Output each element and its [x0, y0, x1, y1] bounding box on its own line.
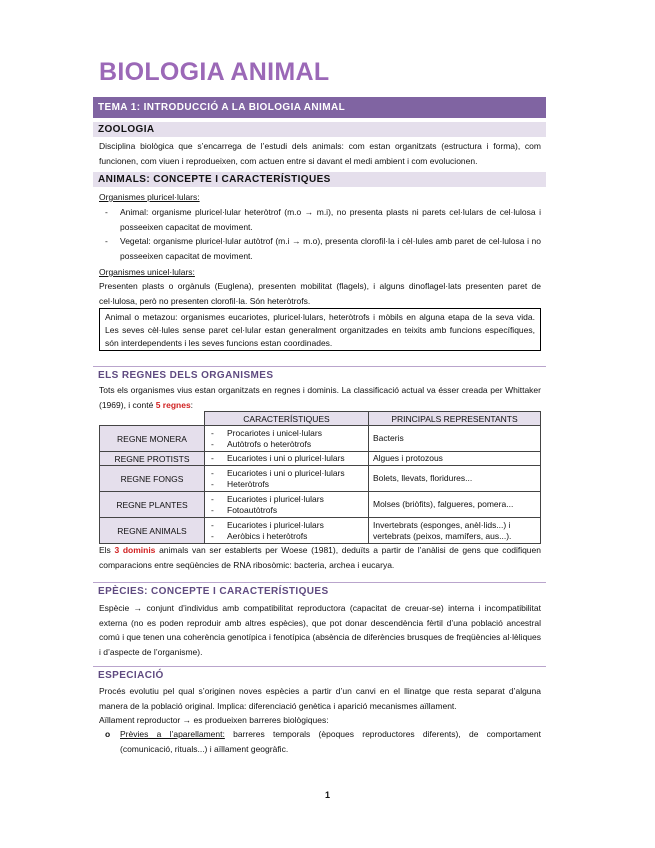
isolation-list: [99, 727, 541, 756]
list-item: - Vegetal: organisme pluricel·lular autòtrof (m.i → m.o), presenta clorofil·la i cèl·lules amb paret de cel·lulosa i no posseeixen capacitat de moviment.: [99, 234, 541, 263]
table-header-row: [100, 412, 541, 426]
kingdom-name: REGNE PROTISTS: [100, 452, 205, 466]
domains-paragraph: [99, 543, 541, 572]
intro-end: :: [190, 399, 194, 410]
characteristic: - Autòtrofs o heteròtrofs: [209, 439, 364, 450]
kingdom-representatives: Molses (briòfits), falgueres, pomera...: [369, 492, 541, 518]
kingdom-characteristics: [205, 452, 369, 466]
intro-text: Tots els organismes vius estan organitzats en regnes i dominis. La classificació actual va ésser creada per Whittaker (1969), i conté: [99, 385, 541, 410]
section-heading-especiacio: ESPECIACIÓ: [93, 666, 546, 684]
especies-paragraph: Espècie → conjunt d’individus amb compatibilitat reproductora (capacitat de creuar-se) interna i incompatibilitat externa (no es poden reproduir amb altres espècies), que pot donar descendència fèrtil d’una població ancestral comú i que tenen una coherència genotípica i fenotípica (absència de diferències brusques de freqüències al·lèliques i d’aspecte de l’organisme).: [99, 603, 541, 657]
kingdom-characteristics: [205, 518, 369, 544]
chapter-banner: TEMA 1: INTRODUCCIÓ A LA BIOLOGIA ANIMAL: [93, 97, 546, 118]
kingdom-representatives: Bolets, llevats, floridures...: [369, 466, 541, 492]
table-row: [100, 518, 541, 544]
kingdom-characteristics: [205, 426, 369, 452]
kingdom-characteristics: [205, 492, 369, 518]
definition-box: Animal o metazou: organismes eucariotes, pluricel·lulars, heteròtrofs i mòbils en alguna etapa de la seva vida. Les seves cèl·lules sense paret cel·lular estan generalment organitzades en teixits amb funcions específiques, són interdependents i les seves funcions estan coordinades.: [99, 308, 541, 351]
kingdom-name: REGNE FONGS: [100, 466, 205, 492]
kingdom-representatives: Invertebrats (esponges, anèl·lids...) i vertebrats (peixos, mamífers, aus...).: [369, 518, 541, 544]
kingdoms-table: [99, 411, 541, 544]
kingdom-representatives: Bacteris: [369, 426, 541, 452]
domains-highlight: 3 dominis: [114, 545, 156, 555]
table-row: [100, 426, 541, 452]
section-heading-especies: EPÈCIES: CONCEPTE I CARACTERÍSTIQUES: [93, 582, 546, 600]
intro-highlight: 5 regnes: [155, 399, 191, 410]
characteristic: - Eucariotes i uni o pluricel·lulars: [209, 453, 364, 464]
document-title: BIOLOGIA ANIMAL: [99, 58, 330, 86]
table-row: [100, 492, 541, 518]
characteristic: - Aeròbics i heteròtrofs: [209, 531, 364, 542]
list-item: [99, 727, 541, 756]
characteristic: - Eucariotes i pluricel·lulars: [209, 494, 364, 505]
pluricellular-list: [99, 205, 541, 263]
characteristic: - Eucariotes i pluricel·lulars: [209, 520, 364, 531]
characteristic: - Heteròtrofs: [209, 479, 364, 490]
kingdom-name: REGNE MONERA: [100, 426, 205, 452]
kingdom-representatives: Algues i protozous: [369, 452, 541, 466]
characteristic: - Fotoautòtrofs: [209, 505, 364, 516]
item-label: Prèvies a l’aparellament:: [120, 729, 225, 739]
especiacio-paragraph: Procés evolutiu pel qual s’originen noves espècies a partir d’un canvi en el llinatge que resta separat d’alguna manera de la població original. Implica: diferenciació genètica i aparició mecanismes aïllament.: [99, 686, 541, 711]
section-heading-zoologia: ZOOLOGIA: [93, 122, 546, 137]
table-row: [100, 452, 541, 466]
unicellular-paragraph: Presenten plasts o orgànuls (Euglena), presenten mobilitat (flagels), i alguns dinoflagel·lats presenten paret de cel·lulosa, però no presenten clorofil·la. Són heteròtrofs.: [99, 281, 541, 306]
unicellular-title: Organismes unicel·lulars:: [99, 267, 195, 277]
pluricellular-title: Organismes pluricel·lulars:: [99, 192, 200, 202]
kingdom-name: REGNE ANIMALS: [100, 518, 205, 544]
section-heading-animals: ANIMALS: CONCEPTE I CARACTERÍSTIQUES: [93, 172, 546, 187]
domains-text-end: animals van ser establerts per Woese (1981), deduïts a partir de l’anàlisi de gens que codifiquen comparacions entre seqüències de RNA ribosòmic: bacteria, archea i eucarya.: [99, 545, 541, 570]
item-text: barreres temporals (èpoques reproductores diferents), de comportament (comunicació, rituals...) i aïllament geogràfic.: [120, 729, 541, 754]
table-row: [100, 466, 541, 492]
domains-text: Els: [99, 545, 115, 555]
characteristic: - Procariotes i unicel·lulars: [209, 428, 364, 439]
zoologia-paragraph: Disciplina biològica que s’encarrega de l’estudi dels animals: com estan organitzats (estructura i forma), com funcionen, com viuen i reprodueixen, com actuen entre si davant el medi ambient i com evolucionen.: [99, 141, 541, 166]
kingdom-characteristics: [205, 466, 369, 492]
table-corner: [100, 412, 205, 426]
isolation-paragraph: Aïllament reproductor → es produeixen barreres biològiques:: [99, 715, 329, 725]
characteristic: - Eucariotes i uni o pluricel·lulars: [209, 468, 364, 479]
kingdom-name: REGNE PLANTES: [100, 492, 205, 518]
page-number: 1: [324, 790, 330, 800]
table-header: CARACTERÍSTIQUES: [205, 412, 369, 426]
regnes-intro: [99, 383, 541, 412]
section-heading-regnes: ELS REGNES DELS ORGANISMES: [93, 366, 546, 384]
table-header: PRINCIPALS REPRESENTANTS: [369, 412, 541, 426]
list-item: - Animal: organisme pluricel·lular heteròtrof (m.o → m.i), no presenta plasts ni parets cel·lulars de cel·lulosa i posseeixen capacitat de moviment.: [99, 205, 541, 234]
